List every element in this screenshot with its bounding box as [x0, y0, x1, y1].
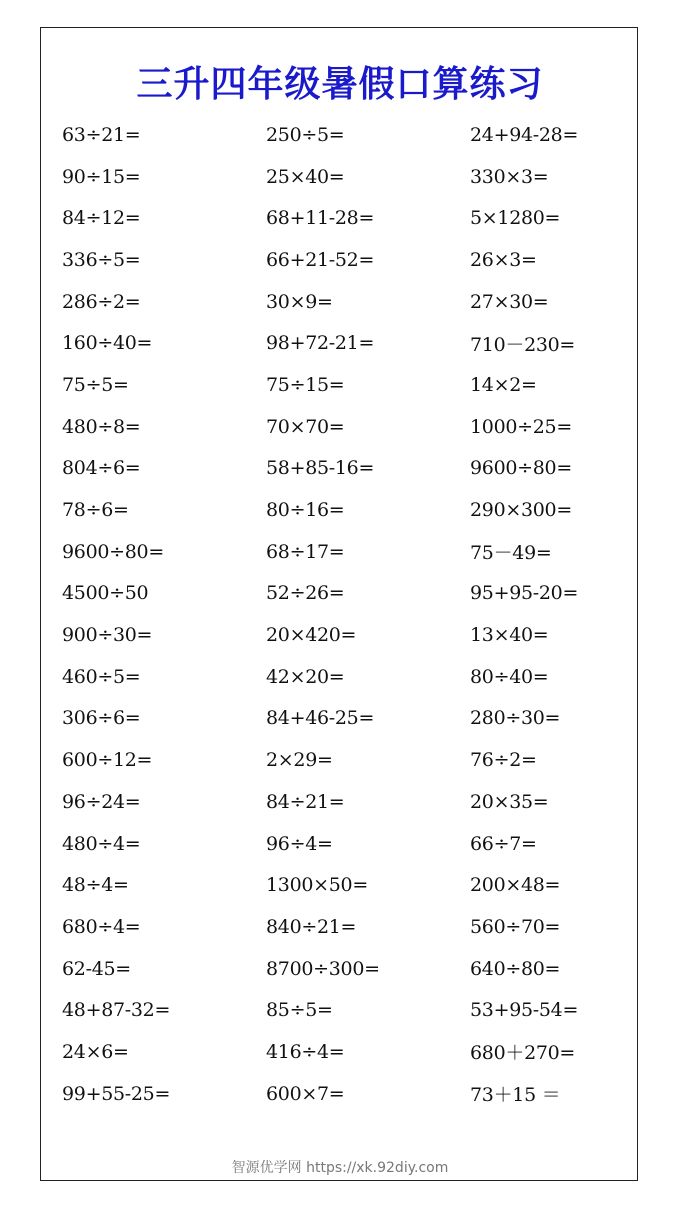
- arithmetic-problem: 26×3=: [470, 248, 537, 271]
- problem-row: [62, 364, 622, 406]
- problem-row: [62, 614, 622, 656]
- arithmetic-problem: 480÷8=: [62, 415, 141, 438]
- problem-row: [62, 823, 622, 865]
- site-footer: 智源优学网 https://xk.92diy.com: [231, 1160, 449, 1176]
- problem-row: [62, 114, 622, 156]
- problem-row: [62, 573, 622, 615]
- arithmetic-problem: 640÷80=: [470, 957, 561, 980]
- problem-row: [62, 448, 622, 490]
- page-title: 三升四年级暑假口算练习: [136, 63, 544, 105]
- problem-row: [62, 656, 622, 698]
- arithmetic-problem: 68÷17=: [266, 540, 345, 563]
- problem-row: [62, 864, 622, 906]
- arithmetic-problem: 600×7=: [266, 1082, 345, 1105]
- arithmetic-problem: 70×70=: [266, 415, 345, 438]
- arithmetic-problem: 75÷5=: [62, 373, 129, 396]
- arithmetic-problem: 290×300=: [470, 499, 572, 522]
- arithmetic-problem: 900÷30=: [62, 624, 153, 647]
- problem-row: [62, 322, 622, 364]
- arithmetic-problem: 98+72-21=: [266, 332, 375, 355]
- arithmetic-problem: 680÷4=: [62, 915, 141, 938]
- arithmetic-problem: 25×40=: [266, 165, 345, 188]
- arithmetic-problem: 53+95-54=: [470, 999, 579, 1022]
- arithmetic-problem: 2×29=: [266, 749, 333, 772]
- problem-row: [62, 698, 622, 740]
- arithmetic-problem: 96÷4=: [266, 832, 333, 855]
- problem-row: [62, 156, 622, 198]
- problem-row: [62, 739, 622, 781]
- arithmetic-problem: 75÷15=: [266, 373, 345, 396]
- arithmetic-problem: 42×20=: [266, 665, 345, 688]
- arithmetic-problem: 62-45=: [62, 957, 131, 980]
- arithmetic-problem: 95+95-20=: [470, 582, 579, 605]
- problem-grid: [62, 114, 622, 1115]
- arithmetic-problem: 804÷6=: [62, 457, 141, 480]
- arithmetic-problem: 600÷12=: [62, 749, 153, 772]
- arithmetic-problem: 280÷30=: [470, 707, 561, 730]
- arithmetic-problem: 27×30=: [470, 290, 549, 313]
- arithmetic-problem: 710－230=: [470, 333, 576, 356]
- problem-row: [62, 197, 622, 239]
- arithmetic-problem: 84÷21=: [266, 790, 345, 813]
- problem-row: [62, 1031, 622, 1073]
- arithmetic-problem: 9600÷80=: [62, 540, 164, 563]
- arithmetic-problem: 330×3=: [470, 165, 549, 188]
- arithmetic-problem: 48+87-32=: [62, 999, 171, 1022]
- problem-row: [62, 281, 622, 323]
- arithmetic-problem: 66+21-52=: [266, 248, 375, 271]
- arithmetic-problem: 76÷2=: [470, 749, 537, 772]
- arithmetic-problem: 250÷5=: [266, 123, 345, 146]
- arithmetic-problem: 58+85-16=: [266, 457, 375, 480]
- problem-row: [62, 531, 622, 573]
- arithmetic-problem: 24+94-28=: [470, 123, 579, 146]
- arithmetic-problem: 30×9=: [266, 290, 333, 313]
- arithmetic-problem: 680＋270=: [470, 1042, 576, 1065]
- arithmetic-problem: 68+11-28=: [266, 207, 375, 230]
- arithmetic-problem: 560÷70=: [470, 915, 561, 938]
- arithmetic-problem: 52÷26=: [266, 582, 345, 605]
- problem-row: [62, 489, 622, 531]
- arithmetic-problem: 20×35=: [470, 790, 549, 813]
- arithmetic-problem: 84+46-25=: [266, 707, 375, 730]
- problem-row: [62, 989, 622, 1031]
- arithmetic-problem: 24×6=: [62, 1040, 129, 1063]
- arithmetic-problem: 73＋15 ＝: [470, 1084, 561, 1107]
- problem-row: [62, 948, 622, 990]
- arithmetic-problem: 416÷4=: [266, 1040, 345, 1063]
- arithmetic-problem: 99+55-25=: [62, 1082, 171, 1105]
- arithmetic-problem: 78÷6=: [62, 499, 129, 522]
- arithmetic-problem: 336÷5=: [62, 248, 141, 271]
- arithmetic-problem: 1300×50=: [266, 874, 368, 897]
- arithmetic-problem: 460÷5=: [62, 665, 141, 688]
- arithmetic-problem: 160÷40=: [62, 332, 153, 355]
- arithmetic-problem: 80÷40=: [470, 665, 549, 688]
- arithmetic-problem: 66÷7=: [470, 832, 537, 855]
- arithmetic-problem: 80÷16=: [266, 499, 345, 522]
- arithmetic-problem: 48÷4=: [62, 874, 129, 897]
- arithmetic-problem: 13×40=: [470, 624, 549, 647]
- problem-row: [62, 239, 622, 281]
- arithmetic-problem: 5×1280=: [470, 207, 561, 230]
- problem-row: [62, 1073, 622, 1115]
- arithmetic-problem: 306÷6=: [62, 707, 141, 730]
- arithmetic-problem: 96÷24=: [62, 790, 141, 813]
- arithmetic-problem: 20×420=: [266, 624, 357, 647]
- arithmetic-problem: 14×2=: [470, 373, 537, 396]
- arithmetic-problem: 4500÷50: [62, 582, 149, 605]
- arithmetic-problem: 90÷15=: [62, 165, 141, 188]
- arithmetic-problem: 8700÷300=: [266, 957, 380, 980]
- arithmetic-problem: 63÷21=: [62, 123, 141, 146]
- arithmetic-problem: 9600÷80=: [470, 457, 572, 480]
- problem-row: [62, 906, 622, 948]
- arithmetic-problem: 1000÷25=: [470, 415, 572, 438]
- problem-row: [62, 781, 622, 823]
- problem-row: [62, 406, 622, 448]
- arithmetic-problem: 200×48=: [470, 874, 561, 897]
- arithmetic-problem: 75－49=: [470, 542, 552, 565]
- arithmetic-problem: 480÷4=: [62, 832, 141, 855]
- arithmetic-problem: 84÷12=: [62, 207, 141, 230]
- arithmetic-problem: 85÷5=: [266, 999, 333, 1022]
- arithmetic-problem: 286÷2=: [62, 290, 141, 313]
- arithmetic-problem: 840÷21=: [266, 915, 357, 938]
